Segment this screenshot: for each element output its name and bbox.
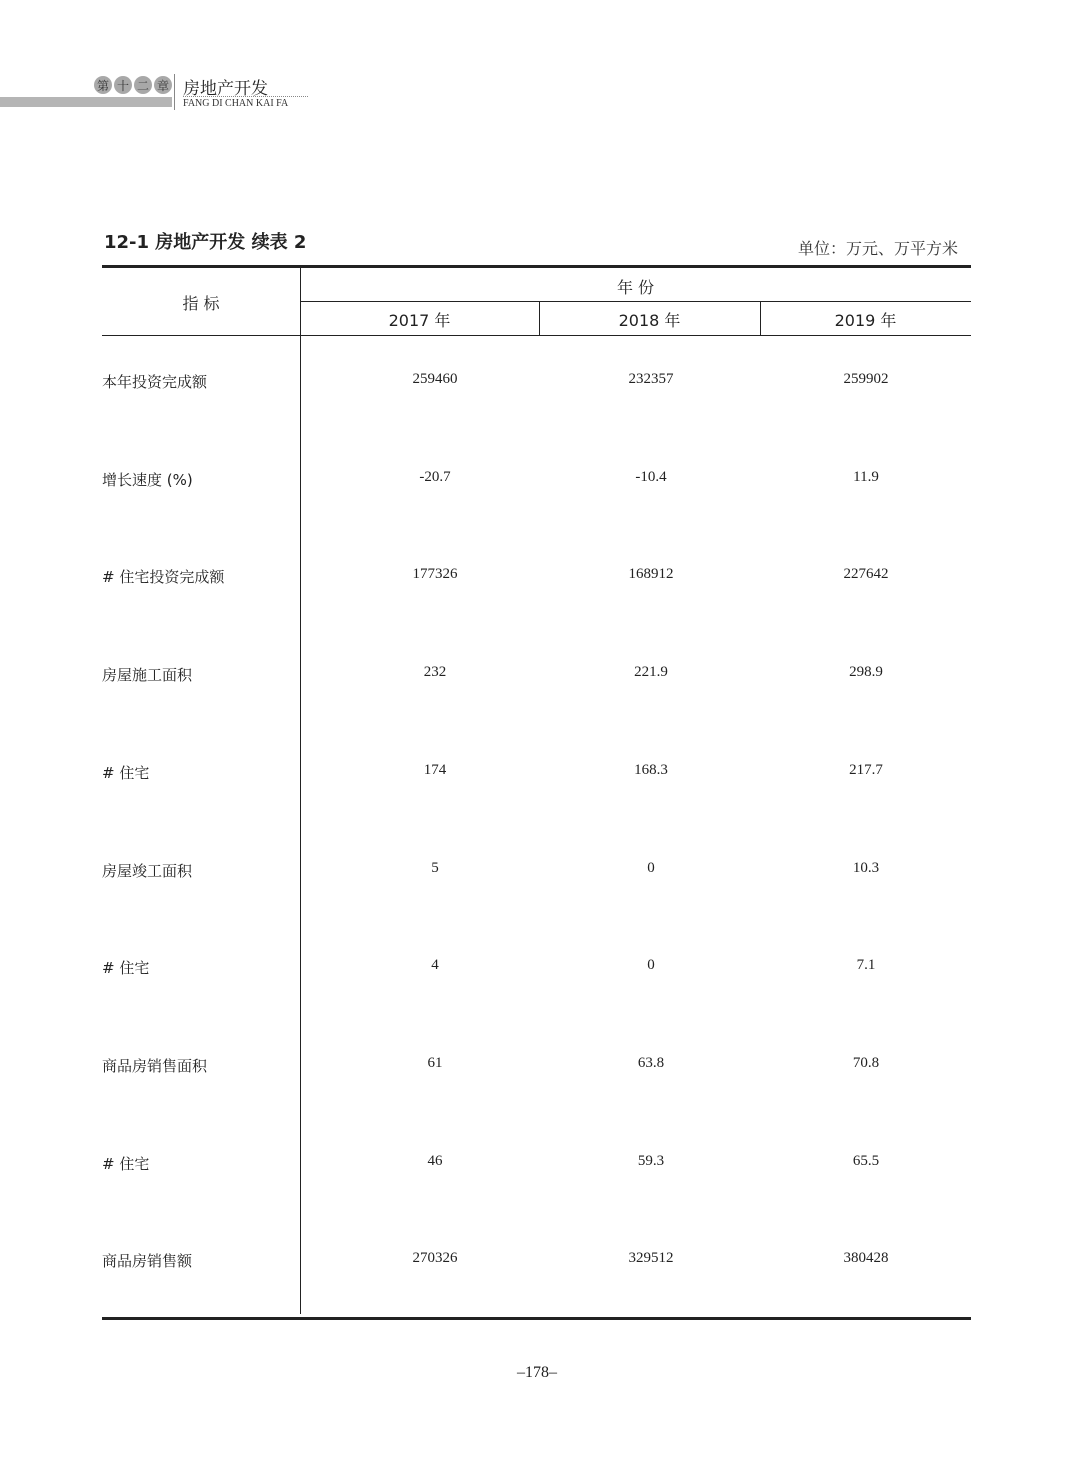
cell-value: 10.3 <box>852 859 880 876</box>
header-divider <box>174 74 175 110</box>
row-label: 房屋施工面积 <box>102 666 193 685</box>
cell-value: 174 <box>423 761 447 778</box>
header-bar <box>0 97 172 107</box>
chapter-char: 二 <box>134 76 152 94</box>
data-table <box>102 265 971 1320</box>
row-label: 商品房销售额 <box>102 1252 193 1271</box>
year-header: 2017 年 <box>388 311 451 330</box>
row-label: 房屋竣工面积 <box>102 861 193 880</box>
table-row <box>102 957 971 977</box>
table-row <box>102 469 971 489</box>
cell-value: 70.8 <box>852 1054 880 1071</box>
page-number: –178– <box>517 1364 557 1381</box>
table-row <box>102 762 971 782</box>
cell-value: 168.3 <box>634 761 668 778</box>
year-group-header: 年 份 <box>616 278 655 297</box>
indicator-header: 指 标 <box>182 294 220 313</box>
cell-value: 380428 <box>843 1250 889 1267</box>
cell-value: 61 <box>427 1054 443 1071</box>
cell-value: 298.9 <box>849 664 883 681</box>
cell-value: 0 <box>647 957 655 974</box>
chapter-title: 房地产开发 <box>183 79 268 99</box>
row-label: # 住宅 <box>102 959 150 978</box>
cell-value: 5 <box>431 859 439 876</box>
header-divider-line <box>300 301 971 302</box>
row-label: # 住宅 <box>102 763 150 782</box>
row-label: # 住宅 <box>102 1154 150 1173</box>
header-bottom-line <box>102 335 971 336</box>
table-row <box>102 664 971 684</box>
chapter-char: 十 <box>114 76 132 94</box>
cell-value: 329512 <box>628 1250 674 1267</box>
cell-value: 7.1 <box>856 957 876 974</box>
header-dotted-line <box>183 96 308 97</box>
chapter-badge <box>94 76 172 94</box>
year-header: 2019 年 <box>834 311 897 330</box>
cell-value: 217.7 <box>849 761 883 778</box>
table-row <box>102 566 971 586</box>
cell-value: 259460 <box>412 371 458 387</box>
table-title: 12-1 房地产开发 续表 2 <box>104 232 307 253</box>
cell-value: -10.4 <box>635 468 667 485</box>
cell-value: 63.8 <box>637 1054 665 1071</box>
row-label: 本年投资完成额 <box>102 373 208 391</box>
table-row <box>102 860 971 880</box>
cell-value: 11.9 <box>853 468 879 485</box>
cell-value: 4 <box>431 957 439 974</box>
row-label: 增长速度 (%) <box>102 470 193 489</box>
chapter-char: 章 <box>154 76 172 94</box>
chapter-char: 第 <box>94 76 112 94</box>
cell-value: 221.9 <box>634 664 668 681</box>
cell-value: 177326 <box>412 566 458 583</box>
cell-value: 232357 <box>628 371 674 387</box>
table-row <box>102 1055 971 1075</box>
cell-value: -20.7 <box>419 468 451 485</box>
cell-value: 46 <box>427 1152 443 1169</box>
year-header: 2018 年 <box>618 311 681 330</box>
cell-value: 0 <box>647 859 655 876</box>
cell-value: 65.5 <box>852 1152 880 1169</box>
cell-value: 168912 <box>628 566 674 583</box>
cell-value: 259902 <box>843 371 889 387</box>
cell-value: 227642 <box>843 566 889 583</box>
table-row <box>102 1153 971 1173</box>
row-label: 商品房销售面积 <box>102 1056 208 1075</box>
table-row <box>102 1250 971 1270</box>
table-row <box>102 371 971 391</box>
cell-value: 270326 <box>412 1250 458 1267</box>
chapter-subtitle: FANG DI CHAN KAI FA <box>183 98 289 109</box>
cell-value: 59.3 <box>637 1152 665 1169</box>
cell-value: 232 <box>423 664 447 681</box>
unit-label: 单位：万元、万平方米 <box>797 239 958 258</box>
row-label: # 住宅投资完成额 <box>102 568 225 587</box>
